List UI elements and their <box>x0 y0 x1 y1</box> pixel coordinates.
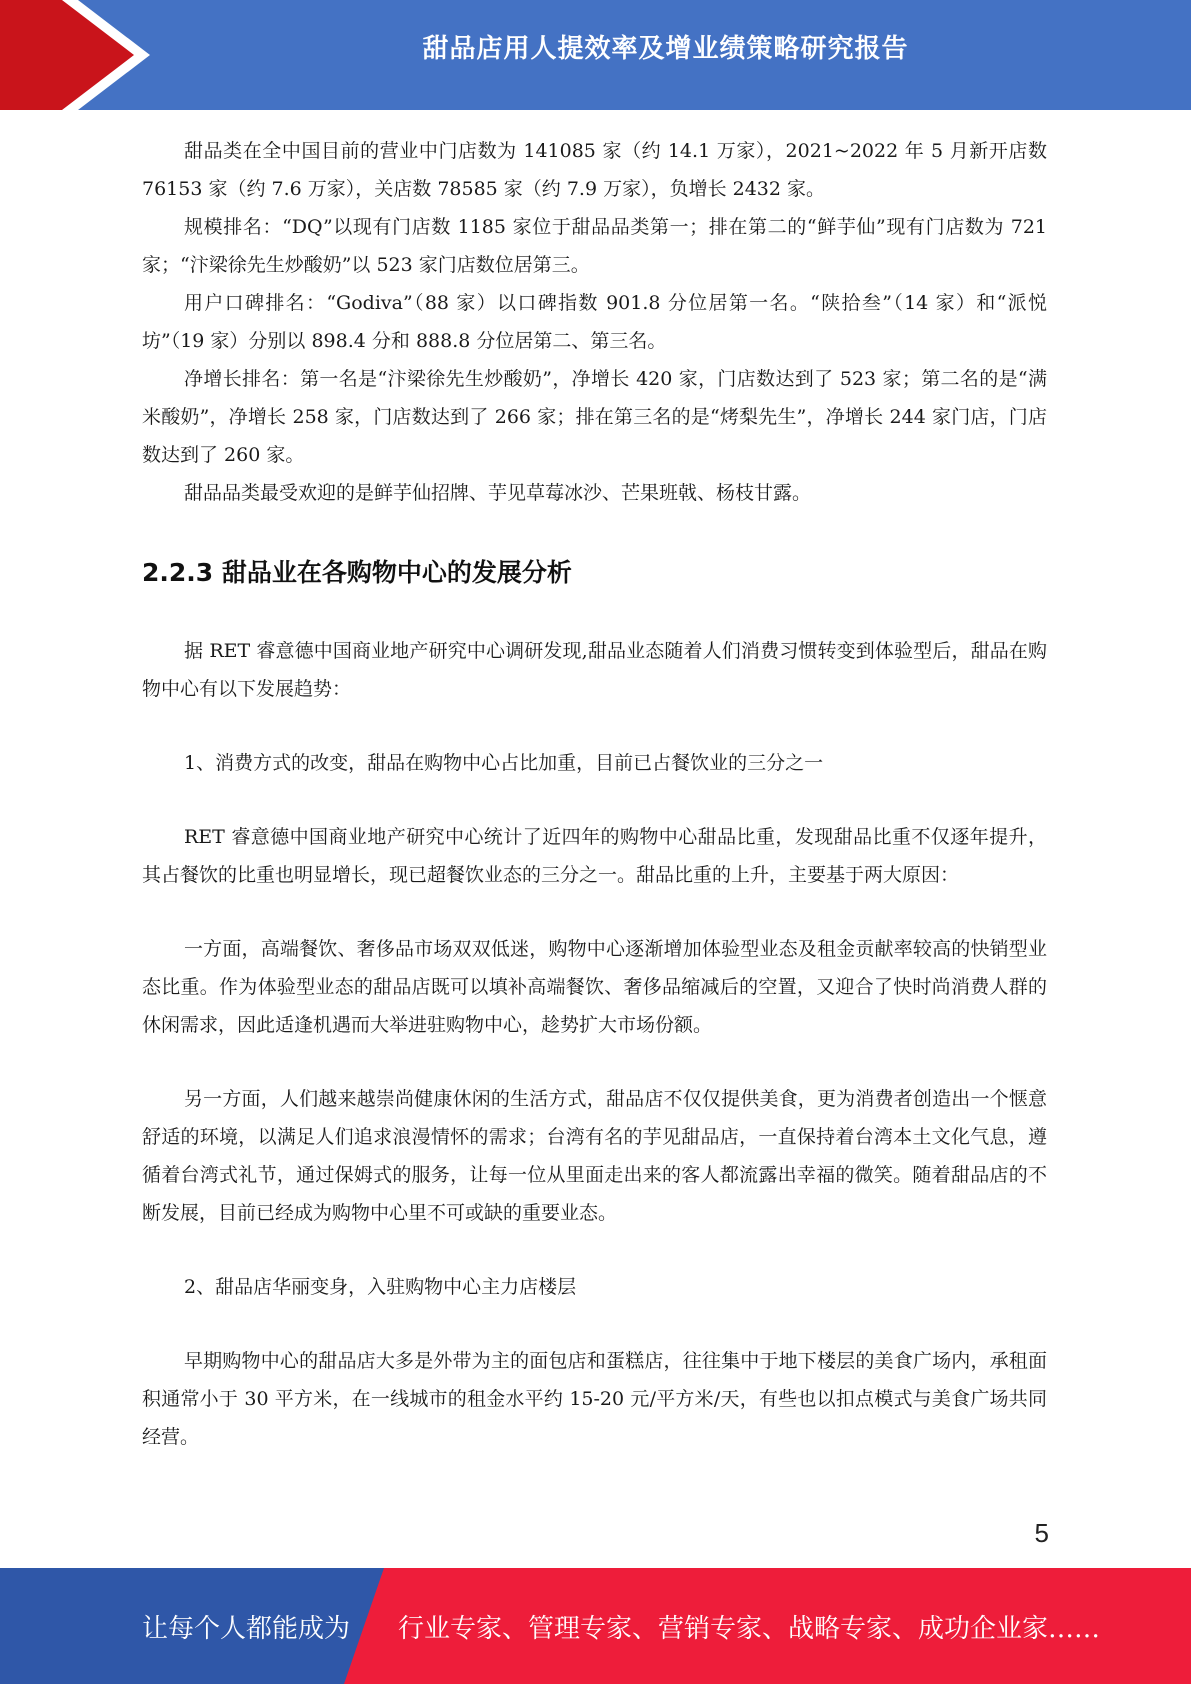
paragraph: RET 睿意德中国商业地产研究中心统计了近四年的购物中心甜品比重，发现甜品比重不仅逐年提升，其占餐饮的比重也明显增长，现已超餐饮业态的三分之一。甜品比重的上升，主要基于两大原因： <box>142 826 1047 886</box>
paragraph: 净增长排名：第一名是“汴梁徐先生炒酸奶”，净增长 420 家，门店数达到了 523 家；第二名的是“满米酸奶”，净增长 258 家，门店数达到了 266 家；排在第三名的是“烤梨先生”，净增长 244 家门店，门店数达到了 260 家。 <box>142 368 1047 466</box>
document-body <box>142 132 1047 1456</box>
page-number: 5 <box>1034 1518 1049 1548</box>
paragraph: 用户口碑排名：“Godiva”（88 家）以口碑指数 901.8 分位居第一名。“陕拾叁”（14 家）和“派悦坊”（19 家）分别以 898.4 分和 888.8 分位居第二、第三名。 <box>142 292 1047 352</box>
paragraph: 早期购物中心的甜品店大多是外带为主的面包店和蛋糕店，往往集中于地下楼层的美食广场内，承租面积通常小于 30 平方米，在一线城市的租金水平约 15-20 元/平方米/天，有些也以扣点模式与美食广场共同经营。 <box>142 1350 1047 1448</box>
paragraph: 规模排名：“DQ”以现有门店数 1185 家位于甜品品类第一；排在第二的“鲜芋仙”现有门店数为 721 家；“汴梁徐先生炒酸奶”以 523 家门店数位居第三。 <box>142 216 1047 276</box>
page-header <box>0 0 1191 110</box>
page-footer <box>0 1568 1191 1684</box>
paragraph: 一方面，高端餐饮、奢侈品市场双双低迷，购物中心逐渐增加体验型业态及租金贡献率较高的快销型业态比重。作为体验型业态的甜品店既可以填补高端餐饮、奢侈品缩减后的空置，又迎合了快时尚消费人群的休闲需求，因此适逢机遇而大举进驻购物中心，趁势扩大市场份额。 <box>142 938 1047 1036</box>
point-heading-1: 1、消费方式的改变，甜品在购物中心占比加重，目前已占餐饮业的三分之一 <box>184 752 824 774</box>
paragraph: 甜品品类最受欢迎的是鲜芋仙招牌、芋见草莓冰沙、芒果班戟、杨枝甘露。 <box>184 482 812 504</box>
paragraph: 另一方面，人们越来越崇尚健康休闲的生活方式，甜品店不仅仅提供美食，更为消费者创造出一个惬意舒适的环境，以满足人们追求浪漫情怀的需求；台湾有名的芋见甜品店，一直保持着台湾本土文化气息，遵循着台湾式礼节，通过保姆式的服务，让每一位从里面走出来的客人都流露出幸福的微笑。随着甜品店的不断发展，目前已经成为购物中心里不可或缺的重要业态。 <box>142 1088 1047 1224</box>
intro-paragraph: 据 RET 睿意德中国商业地产研究中心调研发现,甜品业态随着人们消费习惯转变到体验型后，甜品在购物中心有以下发展趋势： <box>142 640 1047 700</box>
point-heading-2: 2、甜品店华丽变身，入驻购物中心主力店楼层 <box>184 1276 577 1298</box>
footer-slogan-right: 行业专家、管理专家、营销专家、战略专家、成功企业家…… <box>398 1614 1101 1644</box>
footer-slogan-left: 让每个人都能成为 <box>142 1614 351 1644</box>
section-heading: 2.2.3 甜品业在各购物中心的发展分析 <box>142 558 572 587</box>
report-title: 甜品店用人提效率及增业绩策略研究报告 <box>422 34 909 64</box>
header-red-arrow-shape <box>0 0 140 110</box>
paragraph: 甜品类在全中国目前的营业中门店数为 141085 家（约 14.1 万家），2021~2022 年 5 月新开店数 76153 家（约 7.6 万家），关店数 78585 家（约 7.9 万家），负增长 2432 家。 <box>142 140 1047 200</box>
